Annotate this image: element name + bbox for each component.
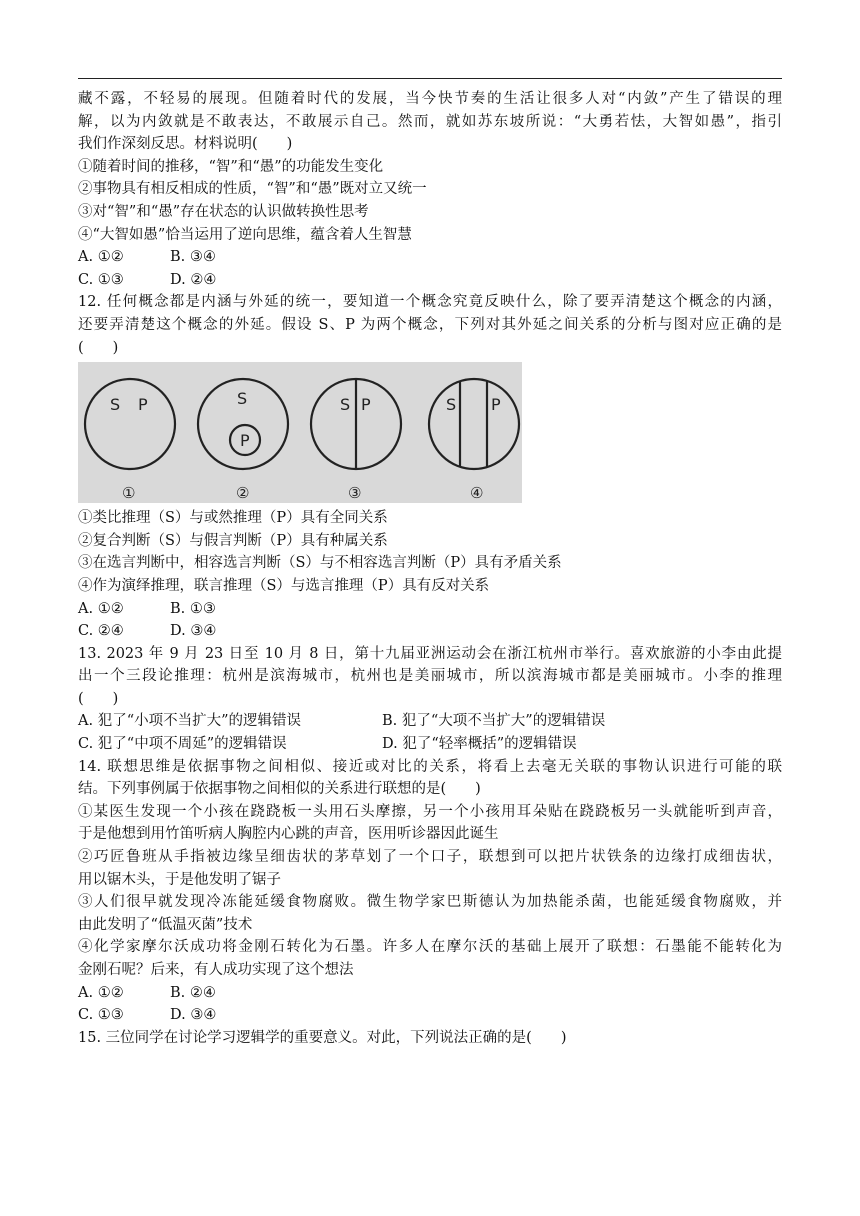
venn-diagrams [78,362,522,503]
q11-item-4: ④“大智如愚”恰当运用了逆向思维，蕴含着人生智慧 [78,226,412,243]
q14-item-1-line-2: 于是他想到用竹笛听病人胸腔内心跳的声音，医用听诊器因此诞生 [78,826,499,843]
venn-1-number: ① [122,484,136,503]
q11-line-1: 藏不露，不轻易的展现。但随着时代的发展，当今快节奏的生活让很多人对“内敛”产生了错误的理 [78,91,782,107]
question-15 [78,1027,782,1050]
q13-option-c[interactable]: C. 犯了“中项不周延”的逻辑错误 [78,736,287,753]
venn-4-p-label: P [491,395,501,415]
venn-2-number: ② [236,484,250,503]
q12-line-2: 还要弄清楚这个概念的外延。假设 S、P 为两个概念，下列对其外延之间关系的分析与图对应正确的是 [78,316,782,333]
q13-line-2: 出一个三段论推理：杭州是滨海城市，杭州也是美丽城市，所以滨海城市都是美丽城市。小李的推理 [78,668,782,685]
q13-line-3: ( ) [78,690,119,707]
q13-line-1: 13. 2023 年 9 月 23 日至 10 月 8 日，第十九届亚洲运动会在浙江杭州市举行。喜欢旅游的小李由此提 [78,645,782,662]
q12-option-a[interactable]: A. ①② [78,600,124,617]
q15-line-1: 15. 三位同学在讨论学习逻辑学的重要意义。对此，下列说法正确的是( ) [78,1029,567,1046]
venn-1-circle [85,379,175,469]
q11-item-1: ①随着时间的推移，“智”和“愚”的功能发生变化 [78,158,384,175]
question-13 [78,643,782,756]
q12-item-4: ④作为演绎推理，联言推理（S）与选言推理（P）具有反对关系 [78,577,490,594]
q14-line-2: 结。下列事例属于依据事物之间相似的关系进行联想的是( ) [78,781,481,798]
venn-4-number: ④ [470,484,484,503]
venn-4-s-label: S [446,395,457,415]
venn-2-p-label: P [240,431,250,451]
q12-line-3: ( ) [78,339,119,356]
venn-1-s-label: S [110,395,121,415]
q12-option-c[interactable]: C. ②④ [78,623,124,640]
q11-option-b[interactable]: B. ③④ [170,249,216,266]
question-12 [78,291,782,642]
venn-3-p-label: P [361,395,371,415]
question-14 [78,756,782,1027]
q11-option-d[interactable]: D. ②④ [170,271,217,288]
q12-options-row-2 [78,620,782,643]
q11-line-3: 我们作深刻反思。材料说明( ) [78,136,293,153]
q14-option-c[interactable]: C. ①③ [78,1007,124,1024]
q11-options-row-1 [78,246,782,269]
venn-1-p-label: P [138,395,148,415]
q14-option-d[interactable]: D. ③④ [170,1007,217,1024]
q14-options-row-2 [78,1004,782,1027]
q14-item-4-line-2: 金刚石呢？后来，有人成功实现了这个想法 [78,962,354,978]
q11-options-row-2 [78,269,782,292]
q14-line-1: 14. 联想思维是依据事物之间相似、接近或对比的关系，将看上去毫无关联的事物认识进行可能的联 [78,758,782,775]
venn-3-s-label: S [340,395,351,415]
q11-item-2: ②事物具有相反相成的性质，“智”和“愚”既对立又统一 [78,181,427,198]
header-rule [78,78,782,79]
q13-option-a[interactable]: A. 犯了“小项不当扩大”的逻辑错误 [78,713,302,730]
q14-option-b[interactable]: B. ②④ [170,984,216,1001]
q13-option-d[interactable]: D. 犯了“轻率概括”的逻辑错误 [382,736,577,753]
q11-item-3: ③对“智”和“愚”存在状态的认识做转换性思考 [78,203,369,220]
q12-item-3: ③在选言判断中，相容选言判断（S）与不相容选言判断（P）具有矛盾关系 [78,555,562,572]
q12-option-d[interactable]: D. ③④ [170,623,217,640]
q11-option-a[interactable]: A. ①② [78,249,124,266]
q14-item-3-line-1: ③人们很早就发现冷冻能延缓食物腐败。微生物学家巴斯德认为加热能杀菌，也能延缓食物腐败，并 [78,894,782,911]
venn-3-number: ③ [348,484,362,503]
q12-option-b[interactable]: B. ①③ [170,600,216,617]
q11-line-2: 解，以为内敛就是不敢表达，不敢展示自己。然而，就如苏东坡所说：“大勇若怯，大智如愚”，指引 [78,113,782,130]
q13-option-b[interactable]: B. 犯了“大项不当扩大”的逻辑错误 [382,713,606,730]
question-11 [78,88,782,291]
q14-item-2-line-2: 用以锯木头，于是他发明了锯子 [78,871,281,888]
q12-item-1: ①类比推理（S）与或然推理（P）具有全同关系 [78,510,388,527]
q13-options-row-2 [78,733,782,756]
q11-option-c[interactable]: C. ①③ [78,271,124,288]
venn-4-circle [429,379,519,469]
q13-options-row-1 [78,710,782,733]
venn-2-s-label: S [237,389,248,409]
q12-options-row-1 [78,598,782,621]
q14-item-4-line-1: ④化学家摩尔沃成功将金刚石转化为石墨。许多人在摩尔沃的基础上展开了联想：石墨能不能转化为 [78,939,782,956]
q14-options-row-1 [78,982,782,1005]
page-content [78,88,782,1049]
q12-line-1: 12. 任何概念都是内涵与外延的统一，要知道一个概念究竟反映什么，除了要弄清楚这个概念的内涵， [78,294,782,311]
q14-item-1-line-1: ①某医生发现一个小孩在跷跷板一头用石头摩擦，另一个小孩用耳朵贴在跷跷板另一头就能听到声音， [78,803,782,820]
q14-item-2-line-1: ②巧匠鲁班从手指被边缘呈细齿状的茅草划了一个口子，联想到可以把片状铁条的边缘打成细齿状， [78,849,782,866]
q14-option-a[interactable]: A. ①② [78,984,124,1001]
q14-item-3-line-2: 由此发明了“低温灭菌”技术 [78,916,253,933]
venn-figure [78,362,522,503]
q12-item-2: ②复合判断（S）与假言判断（P）具有种属关系 [78,532,388,549]
